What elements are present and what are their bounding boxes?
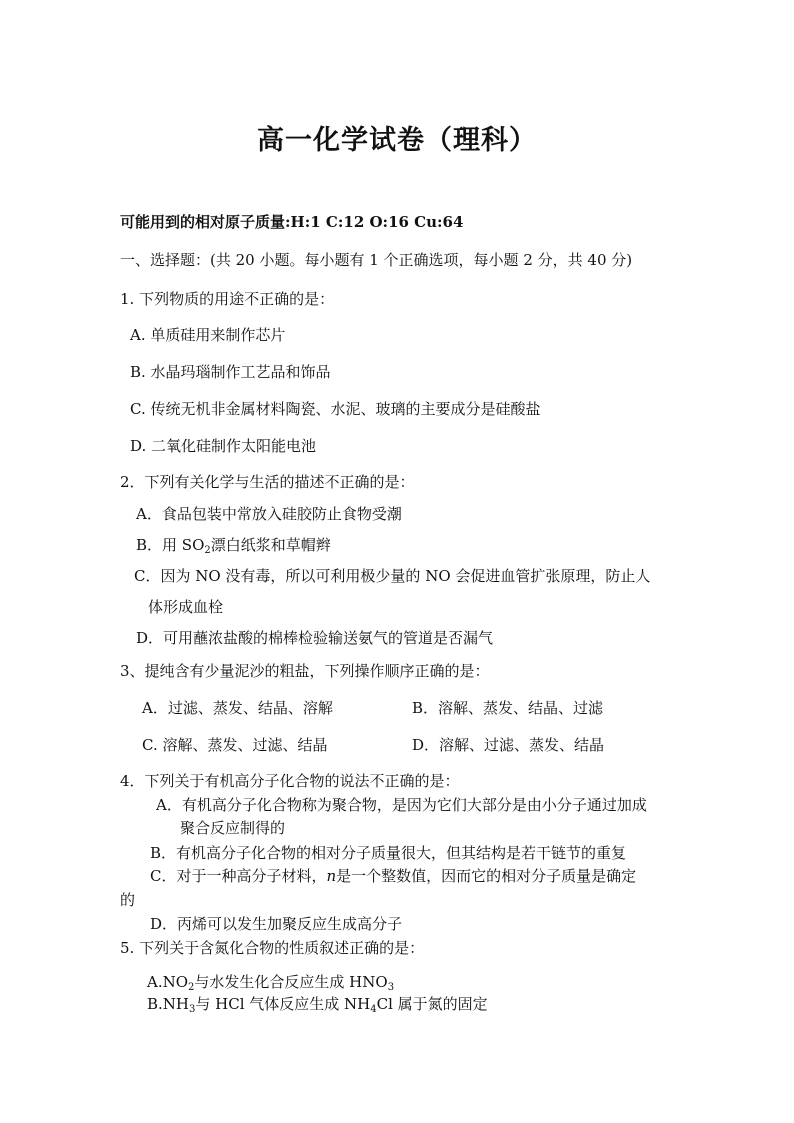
question-3-option-d: D．溶解、过滤、蒸发、结晶 [412, 736, 605, 754]
question-1-stem: 1. 下列物质的用途不正确的是： [120, 290, 335, 308]
question-1-option-a: A. 单质硅用来制作芯片 [130, 326, 286, 344]
question-5-stem: 5. 下列关于含氮化合物的性质叙述正确的是： [120, 939, 425, 957]
question-4-option-a-continued: 聚合反应制得的 [180, 819, 286, 837]
exam-title: 高一化学试卷（理科） [257, 125, 537, 156]
question-1-option-c: C. 传统无机非金属材料陶瓷、水泥、玻璃的主要成分是硅酸盐 [130, 400, 541, 418]
question-2-option-c: C．因为 NO 没有毒，所以可利用极少量的 NO 会促进血管扩张原理，防止人 [134, 567, 651, 585]
question-2-option-c-continued: 体形成血栓 [148, 598, 224, 616]
question-1-option-b: B. 水晶玛瑙制作工艺品和饰品 [130, 363, 331, 381]
question-2-option-b: B．用 $SO_2$漂白纸浆和草帽辫 [136, 536, 331, 556]
question-2-option-a: A．食品包装中常放入硅胶防止食物受潮 [136, 505, 402, 523]
question-3-option-a: A．过滤、蒸发、结晶、溶解 [142, 699, 333, 717]
question-3-option-b: B．溶解、蒸发、结晶、过滤 [412, 699, 604, 717]
question-4-option-b: B．有机高分子化合物的相对分子质量很大，但其结构是若干链节的重复 [150, 844, 627, 862]
question-2-stem: 2．下列有关化学与生活的描述不正确的是： [120, 473, 415, 491]
question-4-option-d: D．丙烯可以发生加聚反应生成高分子 [150, 915, 403, 933]
question-2-option-d: D．可用蘸浓盐酸的棉棒检验输送氨气的管道是否漏气 [136, 629, 494, 647]
section-heading: 一、选择题：(共 20 小题。每小题有 1 个正确选项，每小题 2 分，共 40 分) [120, 251, 633, 269]
question-4-option-c-continued: 的 [120, 891, 136, 909]
question-4-option-a: A．有机高分子化合物称为聚合物，是因为它们大部分是由小分子通过加成 [156, 796, 647, 814]
question-3-stem: 3、提纯含有少量泥沙的粗盐，下列操作顺序正确的是： [120, 662, 490, 680]
atomic-masses: 可能用到的相对原子质量:H:1 C:12 O:16 Cu:64 [120, 213, 464, 231]
question-4-option-c: C．对于一种高分子材料，n是一个整数值，因而它的相对分子质量是确定 [150, 867, 637, 885]
question-4-stem: 4．下列关于有机高分子化合物的说法不正确的是： [120, 772, 460, 790]
question-5-option-b: $B.NH_3$与 HCl 气体反应生成 $NH_4Cl$ 属于氮的固定 [147, 995, 488, 1015]
question-5-option-a: $A.NO_2$与水发生化合反应生成 $HNO_3$ [147, 973, 395, 993]
question-1-option-d: D. 二氧化硅制作太阳能电池 [130, 437, 317, 455]
question-3-option-c: C. 溶解、蒸发、过滤、结晶 [142, 736, 328, 754]
